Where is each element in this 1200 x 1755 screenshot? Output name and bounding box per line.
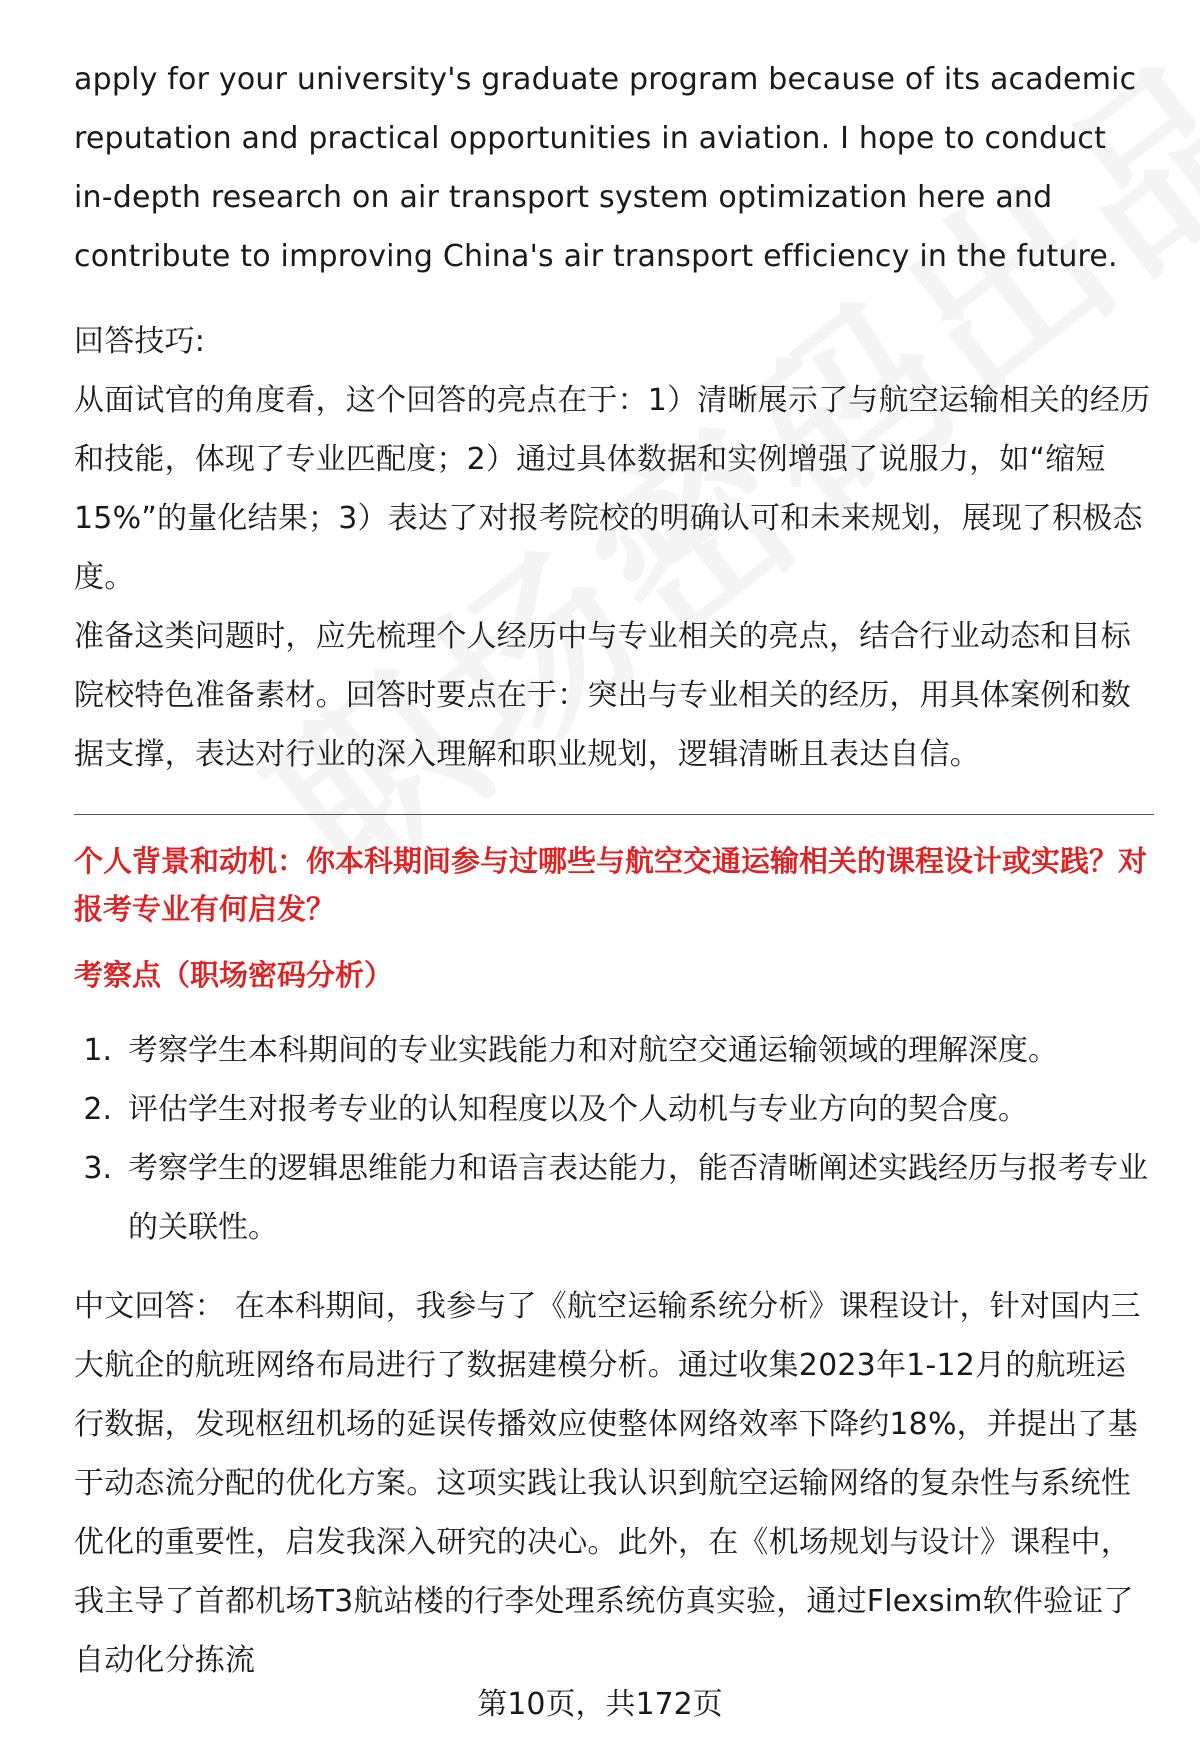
page-footer: 第10页，共172页 [477,1687,723,1722]
list-item-number: 2. [83,1092,112,1127]
list-item [74,1021,1154,1080]
document-page [74,50,1154,1690]
list-item [74,1080,1154,1139]
question-title: 个人背景和动机：你本科期间参与过哪些与航空交通运输相关的课程设计或实践？对报考专业有何启发？ [74,844,1148,926]
list-item-number: 1. [83,1033,112,1068]
section-divider [74,814,1154,815]
list-item-text: 评估学生对报考专业的认知程度以及个人动机与专业方向的契合度。 [128,1092,1028,1127]
assessment-points-list [74,1021,1154,1257]
tips-paragraph-1: 从面试官的角度看，这个回答的亮点在于：1）清晰展示了与航空运输相关的经历和技能，体现了专业匹配度；2）通过具体数据和实例增强了说服力，如“缩短15%”的量化结果；3）表达了对报考院校的明确认可和未来规划，展现了积极态度。 [74,383,1151,595]
list-item [74,1139,1154,1257]
assessment-section-label: 考察点（职场密码分析） [74,958,394,992]
intro-paragraph: apply for your university's graduate program because of its academic reputation and practical opportunities in aviation. I hope to conduct in-depth research on air transport system optimization here and contribute to improving China's air transport efficiency in the future. [74,62,1137,274]
chinese-answer-paragraph: 中文回答： 在本科期间，我参与了《航空运输系统分析》课程设计，针对国内三大航企的航班网络布局进行了数据建模分析。通过收集2023年1-12月的航班运行数据，发现枢纽机场的延误传播效应使整体网络效率下降约18%，并提出了基于动态流分配的优化方案。这项实践让我认识到航空运输网络的复杂性与系统性优化的重要性，启发我深入研究的决心。此外，在《机场规划与设计》课程中，我主导了首都机场T3航站楼的行李处理系统仿真实验，通过Flexsim软件验证了自动化分拣流 [74,1289,1141,1678]
tips-paragraph-2: 准备这类问题时，应先梳理个人经历中与专业相关的亮点，结合行业动态和目标院校特色准备素材。回答时要点在于：突出与专业相关的经历，用具体案例和数据支撑，表达对行业的深入理解和职业规划，逻辑清晰且表达自信。 [74,619,1131,772]
tips-label: 回答技巧: [74,324,206,359]
list-item-text: 考察学生本科期间的专业实践能力和对航空交通运输领域的理解深度。 [128,1033,1058,1068]
list-item-text: 考察学生的逻辑思维能力和语言表达能力，能否清晰阐述实践经历与报考专业的关联性。 [128,1151,1148,1245]
list-item-number: 3. [83,1151,112,1186]
